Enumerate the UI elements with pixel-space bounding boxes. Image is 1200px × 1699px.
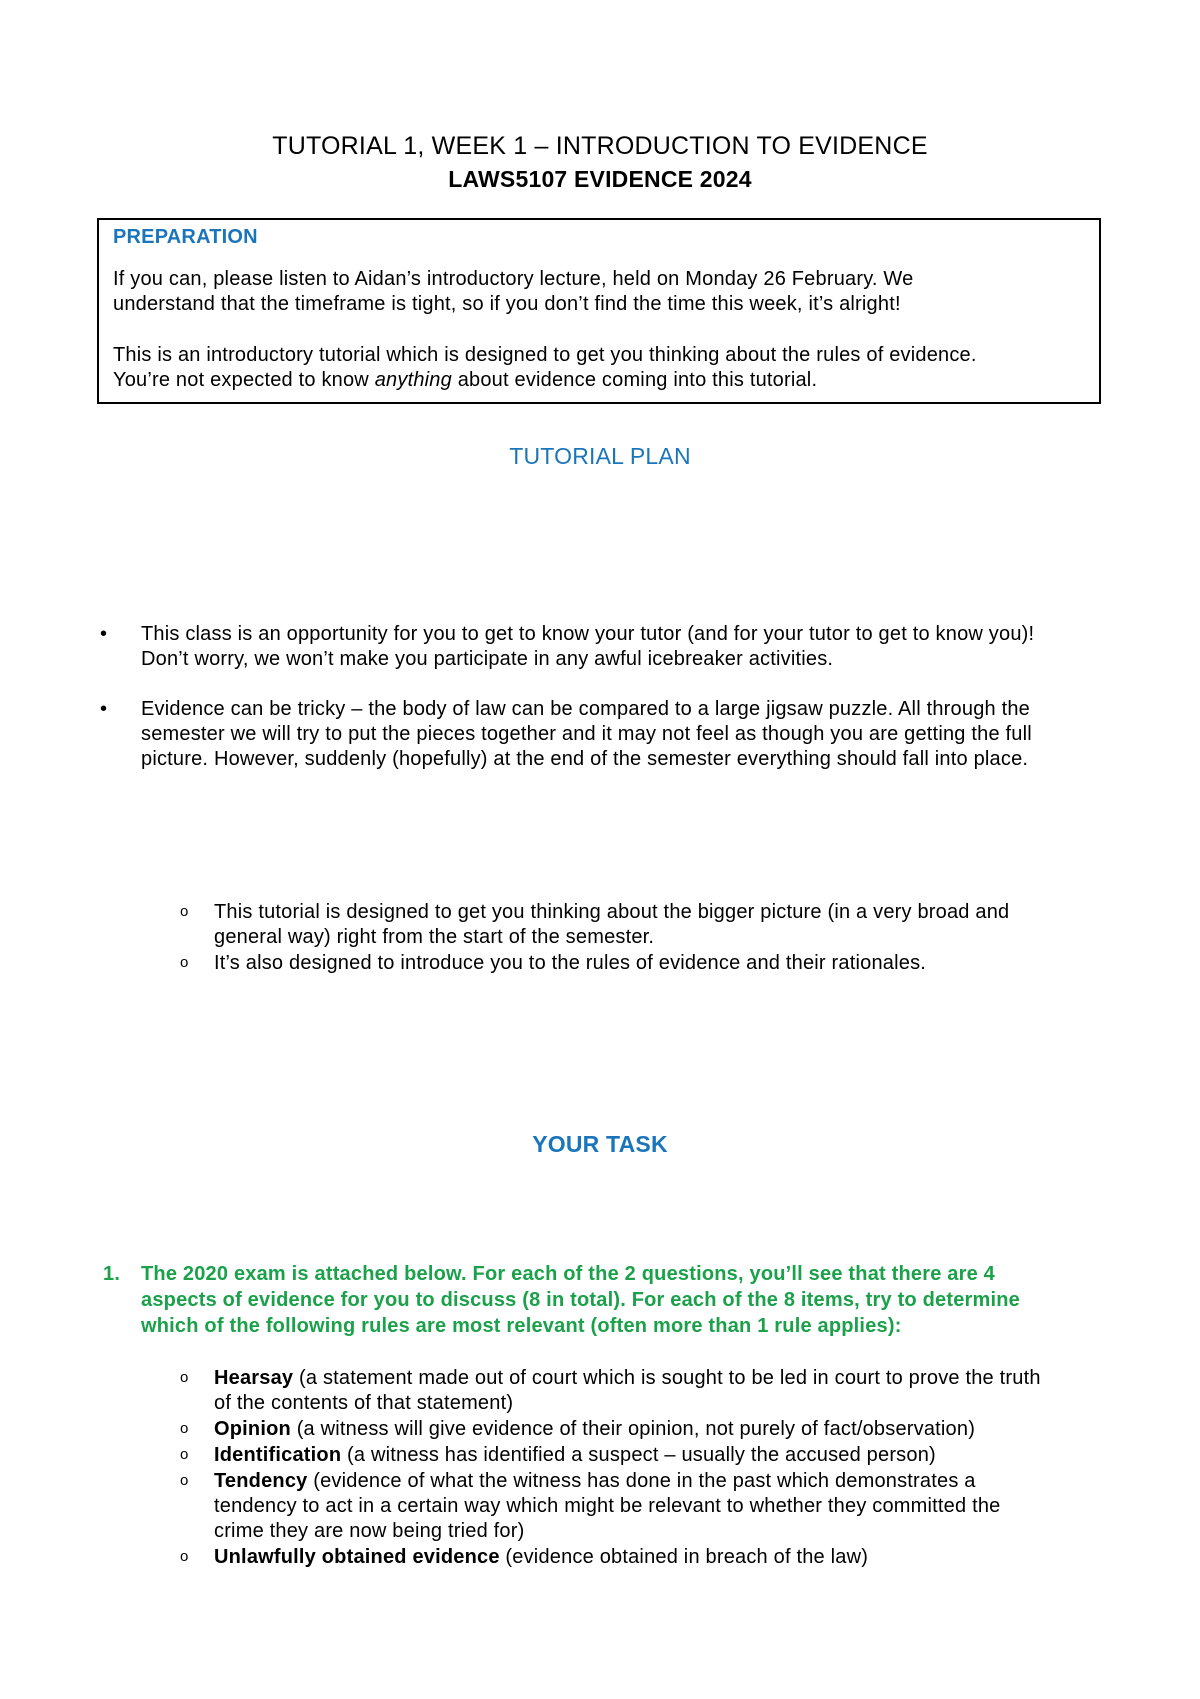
rule-term: Hearsay bbox=[214, 1367, 294, 1389]
preparation-text: You’re not expected to know bbox=[113, 369, 375, 391]
bullet-line: Evidence can be tricky – the body of law can be compared to a large jigsaw puzzle. All through the bbox=[141, 698, 1030, 720]
rule-line: tendency to act in a certain way which might be relevant to whether they committed the bbox=[214, 1495, 1001, 1517]
preparation-para2-line1: This is an introductory tutorial which is designed to get you thinking about the rules of evidence. bbox=[113, 344, 977, 366]
circle-bullet-icon: o bbox=[180, 1548, 189, 1565]
bullet-line: Don’t worry, we won’t make you participate in any awful icebreaker activities. bbox=[141, 648, 834, 670]
your-task-heading: YOUR TASK bbox=[532, 1131, 668, 1157]
rule-line bbox=[214, 1366, 1130, 1391]
rule-line bbox=[214, 1545, 1130, 1570]
preparation-para1-line1: If you can, please listen to Aidan’s introductory lecture, held on Monday 26 February. We bbox=[113, 268, 914, 290]
rule-term: Opinion bbox=[214, 1418, 291, 1440]
rule-item bbox=[180, 1443, 1130, 1468]
rule-term: Identification bbox=[214, 1444, 342, 1466]
list-item bbox=[100, 622, 1130, 672]
bullet-line: semester we will try to put the pieces together and it may not feel as though you are getting the full bbox=[141, 723, 1032, 745]
rule-item bbox=[180, 1417, 1130, 1442]
bullet-icon: • bbox=[100, 698, 108, 720]
document-title: TUTORIAL 1, WEEK 1 – INTRODUCTION TO EVIDENCE bbox=[272, 132, 928, 160]
task-line: aspects of evidence for you to discuss (8 in total). For each of the 8 items, try to determine bbox=[141, 1289, 1020, 1311]
rule-term: Tendency bbox=[214, 1470, 308, 1492]
sub-bullet-line: It’s also designed to introduce you to the rules of evidence and their rationales. bbox=[214, 952, 927, 974]
rule-item bbox=[180, 1366, 1130, 1416]
rule-item bbox=[180, 1545, 1130, 1570]
rule-description: (a witness will give evidence of their opinion, not purely of fact/observation) bbox=[290, 1418, 976, 1440]
rule-line: crime they are now being tried for) bbox=[214, 1520, 525, 1542]
preparation-emphasis: anything bbox=[374, 369, 452, 391]
course-subtitle: LAWS5107 EVIDENCE 2024 bbox=[448, 166, 752, 192]
task-line: which of the following rules are most relevant (often more than 1 rule applies): bbox=[141, 1315, 902, 1337]
bullet-line: picture. However, suddenly (hopefully) at the end of the semester everything should fall into place. bbox=[141, 748, 1029, 770]
rule-description: (a statement made out of court which is sought to be led in court to prove the truth bbox=[293, 1367, 1041, 1389]
list-item bbox=[180, 900, 1130, 950]
task-item bbox=[100, 1261, 1130, 1339]
circle-bullet-icon: o bbox=[180, 1369, 189, 1386]
tutorial-plan-heading: TUTORIAL PLAN bbox=[509, 443, 691, 469]
rule-line: of the contents of that statement) bbox=[214, 1392, 514, 1414]
rule-description: (evidence of what the witness has done in the past which demonstrates a bbox=[307, 1470, 976, 1492]
sub-bullet-line: This tutorial is designed to get you thinking about the bigger picture (in a very broad and bbox=[214, 901, 1010, 923]
rule-item bbox=[180, 1469, 1130, 1544]
preparation-para2-line2 bbox=[113, 368, 1093, 393]
bullet-line: This class is an opportunity for you to get to know your tutor (and for your tutor to get to know you)! bbox=[141, 623, 1035, 645]
circle-bullet-icon: o bbox=[180, 954, 189, 971]
preparation-heading: PREPARATION bbox=[113, 226, 258, 248]
circle-bullet-icon: o bbox=[180, 1420, 189, 1437]
circle-bullet-icon: o bbox=[180, 903, 189, 920]
sub-bullet-line: general way) right from the start of the semester. bbox=[214, 926, 655, 948]
circle-bullet-icon: o bbox=[180, 1472, 189, 1489]
rule-line bbox=[214, 1417, 1130, 1442]
circle-bullet-icon: o bbox=[180, 1446, 189, 1463]
rule-line bbox=[214, 1469, 1130, 1494]
rule-description: (evidence obtained in breach of the law) bbox=[499, 1546, 869, 1568]
preparation-para1-line2: understand that the timeframe is tight, so if you don’t find the time this week, it’s alright! bbox=[113, 293, 901, 315]
list-item bbox=[180, 951, 1130, 976]
preparation-text: about evidence coming into this tutorial. bbox=[451, 369, 818, 391]
rule-term: Unlawfully obtained evidence bbox=[214, 1546, 500, 1568]
task-number: 1. bbox=[103, 1263, 121, 1285]
task-line: The 2020 exam is attached below. For each of the 2 questions, you’ll see that there are 4 bbox=[141, 1263, 996, 1285]
bullet-icon: • bbox=[100, 623, 108, 645]
rule-line bbox=[214, 1443, 1130, 1468]
list-item bbox=[100, 697, 1130, 772]
rule-description: (a witness has identified a suspect – usually the accused person) bbox=[341, 1444, 936, 1466]
